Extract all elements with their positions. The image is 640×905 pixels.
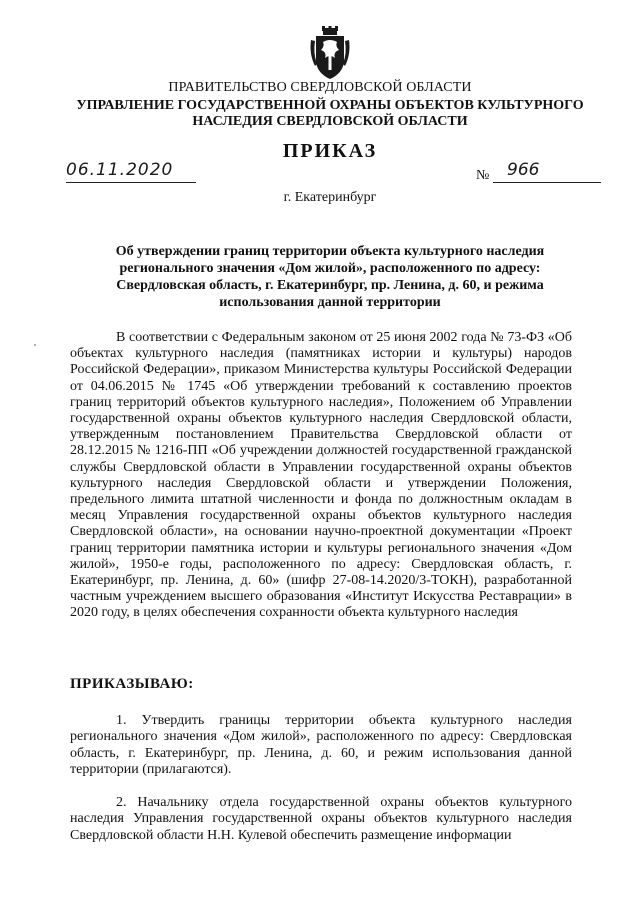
scan-speck <box>34 344 36 346</box>
orders-heading: ПРИКАЗЫВАЮ: <box>70 676 194 692</box>
government-name: ПРАВИТЕЛЬСТВО СВЕРДЛОВСКОЙ ОБЛАСТИ <box>168 80 472 95</box>
city-name: г. Екатеринбург <box>283 190 377 205</box>
number-label: № <box>476 168 490 183</box>
order-subject: Об утверждении границ территории объекта культурного наследия регионального значения «Дом жилой», расположенного по адресу: Свердловская область, г. Екатеринбург, пр. Ленина, д. 60, и режима использования данной территории <box>115 244 545 310</box>
order-date-field <box>66 160 196 183</box>
preamble-paragraph: В соответствии с Федеральным законом от 25 июня 2002 года № 73-ФЗ «Об объектах культурного наследия (памятниках истории и культуры) народов Российской Федерации», приказом Министерства культуры Российской Федерации от 04.06.2015 № 1745 «Об утверждении требований к составлению проектов границ территорий объектов культурного наследия», Положением об Управлении государственной охраны объектов культурного наследия Свердловской области, утвержденным постановлением Правительства Свердловской области от 28.12.2015 № 1216-ПП «Об учреждении должностей государственной гражданской службы Свердловской области в Управлении государственной охраны объектов культурного наследия Свердловской области и утверждении Положения, предельного лимита штатной численности и фонда по должностным окладам в месяц Управления государственной охраны объектов культурного наследия Свердловской области», на основании научно-проектной документации «Проект границ территории памятника истории и культуры регионального значения «Дом жилой», 1950-е годы, расположенного по адресу: Свердловская область, г. Екатеринбург, пр. Ленина, д. 60» (шифр 27-08-14.2020/3-ТОКН), разработанной частным учреждением высшего образования «Институт Искусства Реставрации» в 2020 году, в целях обеспечения сохранности объекта культурного наследия <box>70 330 572 621</box>
order-number: 966 <box>507 160 540 180</box>
order-item-2: 2. Начальнику отдела государственной охраны объектов культурного наследия Управления государственной охраны объектов культурного наследия Свердловской области Н.Н. Кулевой обеспечить размещение информации <box>70 795 572 843</box>
document-title: ПРИКАЗ <box>282 140 378 162</box>
order-item-1: 1. Утвердить границы территории объекта культурного наследия регионального значения «Дом жилой», расположенного по адресу: Свердловская область, г. Екатеринбург, пр. Ленина, д. 60, и режим использования данной территории (прилагаются). <box>70 713 572 778</box>
order-date: 06.11.2020 <box>66 160 174 180</box>
coat-of-arms-icon <box>309 26 351 80</box>
order-number-field <box>493 160 601 183</box>
department-name: УПРАВЛЕНИЕ ГОСУДАРСТВЕННОЙ ОХРАНЫ ОБЪЕКТОВ КУЛЬТУРНОГО НАСЛЕДИЯ СВЕРДЛОВСКОЙ ОБЛАСТИ <box>76 98 584 129</box>
